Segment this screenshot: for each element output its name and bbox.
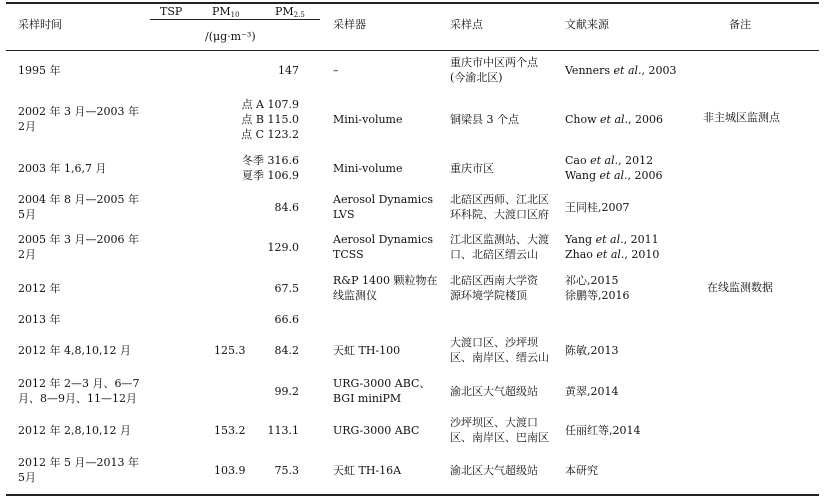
row-pm25: 66.6 [274,312,299,326]
row-source: Chow et al., 2006 [565,112,664,126]
header-sampler: 采样器 [333,18,366,31]
row-sampler: Mini-volume [333,161,403,175]
row-source: Yang et al., 2011 Zhao et al., 2010 [565,233,660,261]
header-note: 备注 [729,18,751,31]
row-pm10: 125.3 [214,343,246,357]
row-sampler: URG-3000 ABC [333,423,420,437]
row-time: 2005 年 3 月—2006 年 2月 [18,233,139,261]
row-source: 本研究 [565,463,598,477]
row-pm25: 75.3 [274,463,299,477]
row-time: 2012 年 4,8,10,12 月 [18,343,131,357]
row-pm25: 113.1 [267,423,299,437]
row-time: 2012 年 2—3 月、6—7 月、8—9月、11—12月 [18,377,140,405]
row-time: 2012 年 5 月—2013 年 5月 [18,456,139,484]
unit-rule [150,19,320,20]
note-online: 在线监测数据 [707,281,773,294]
row-sampler: Mini-volume [333,112,403,126]
row-pm25: 129.0 [267,240,299,254]
header-time: 采样时间 [18,18,62,31]
row-pm25: 点 A 107.9 点 B 115.0 点 C 123.2 [241,97,299,141]
row-time: 1995 年 [18,63,61,77]
bottom-rule [6,494,819,496]
row-sampler: – [333,63,339,77]
row-site: 江北区监测站、大渡 口、北碚区缙云山 [450,233,549,261]
row-pm10: 103.9 [214,463,246,477]
row-time: 2002 年 3 月—2003 年 2月 [18,105,139,133]
row-site: 渝北区大气超级站 [450,463,538,477]
row-pm25: 67.5 [274,281,299,295]
header-pm25: $PM_{2.5}$ [275,5,305,19]
header-pm10: $PM_{10}$ [212,5,240,19]
row-site: 沙坪坝区、大渡口 区、南岸区、巴南区 [450,416,549,444]
row-site: 渝北区大气超级站 [450,384,538,398]
row-sampler: Aerosol Dynamics TCSS [333,233,434,261]
row-site: 北碚区西师、江北区 环科院、大渡口区府 [450,193,549,221]
row-time: 2012 年 2,8,10,12 月 [18,423,131,437]
row-source: Venners et al., 2003 [565,63,677,77]
row-source: 黄翠,2014 [565,384,619,398]
row-sampler: 天虹 TH-16A [333,463,402,477]
row-time: 2013 年 [18,312,61,326]
row-site: 重庆市中区两个点 (今渝北区) [450,56,538,84]
row-sampler: Aerosol Dynamics LVS [333,193,434,221]
row-pm25: 冬季 316.6 夏季 106.9 [242,154,299,182]
row-source: 祁心,2015 徐鹏等,2016 [565,274,630,302]
row-time: 2004 年 8 月—2005 年 5月 [18,193,139,221]
top-rule [6,2,819,4]
row-site: 北碚区西南大学资 源环境学院楼顶 [450,274,538,302]
row-pm10: 153.2 [214,423,246,437]
row-sampler: 天虹 TH-100 [333,343,401,357]
header-tsp: TSP [160,5,183,18]
row-source: Cao et al., 2012 Wang et al., 2006 [565,154,663,182]
row-source: 陈敏,2013 [565,343,619,357]
row-site: 重庆市区 [450,161,494,175]
row-pm25: 99.2 [274,384,299,398]
row-pm25: 147 [278,63,299,77]
header-source: 文献来源 [565,18,609,31]
row-time: 2012 年 [18,281,61,295]
row-source: 任丽红等,2014 [565,423,641,437]
header-site: 采样点 [450,18,483,31]
header-unit: /(μg·m⁻³) [205,30,256,43]
row-site: 大渡口区、沙坪坝 区、南岸区、缙云山 [450,336,549,364]
note-non-urban: 非主城区监测点 [703,111,780,124]
row-pm25: 84.6 [274,200,299,214]
row-pm25: 84.2 [274,343,299,357]
header-rule [6,50,819,51]
row-sampler: R&P 1400 颗粒物在 线监测仪 [333,274,438,302]
row-source: 王同桂,2007 [565,200,630,214]
row-site: 铜梁县 3 个点 [450,112,519,126]
row-time: 2003 年 1,6,7 月 [18,161,107,175]
row-sampler: URG-3000 ABC、 BGI miniPM [333,377,431,405]
